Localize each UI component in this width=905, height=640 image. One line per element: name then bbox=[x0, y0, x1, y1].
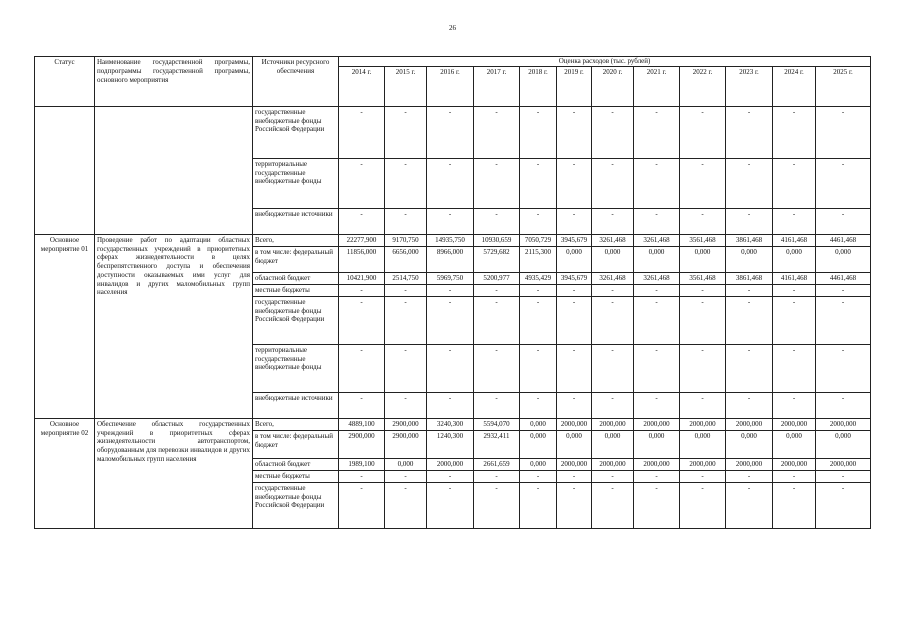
source-cell: внебюджетные источники bbox=[253, 392, 339, 418]
value-cell: 22277,900 bbox=[339, 234, 385, 246]
source-cell: в том числе: федеральный бюджет bbox=[253, 430, 339, 458]
value-cell: 0,000 bbox=[680, 246, 726, 272]
value-cell: 4161,468 bbox=[773, 272, 816, 284]
value-cell: 3861,468 bbox=[726, 234, 773, 246]
value-cell: - bbox=[339, 106, 385, 158]
value-cell: - bbox=[557, 208, 592, 234]
value-cell: 0,000 bbox=[385, 458, 427, 470]
value-cell: 2000,000 bbox=[634, 458, 680, 470]
value-cell: - bbox=[773, 284, 816, 296]
value-cell: 0,000 bbox=[816, 246, 871, 272]
value-cell: - bbox=[557, 470, 592, 482]
value-cell: 4935,429 bbox=[520, 272, 557, 284]
value-cell: - bbox=[427, 344, 474, 392]
value-cell: - bbox=[816, 344, 871, 392]
value-cell: 14935,750 bbox=[427, 234, 474, 246]
value-cell: - bbox=[557, 482, 592, 528]
value-cell: 0,000 bbox=[816, 430, 871, 458]
value-cell: 0,000 bbox=[592, 430, 634, 458]
value-cell: - bbox=[592, 296, 634, 344]
value-cell: - bbox=[427, 284, 474, 296]
measure-name-cell: Проведение работ по адаптации областных государственных учреждений в приоритетных сферах жизнедеятельности в целях беспрепятственного доступа и обеспечения доступности оказываемых ими услуг для инвалидов и других маломобильных групп населения bbox=[95, 234, 253, 418]
value-cell: 3261,468 bbox=[592, 234, 634, 246]
value-cell: - bbox=[385, 392, 427, 418]
source-cell: государственные внебюджетные фонды Российской Федерации bbox=[253, 296, 339, 344]
value-cell: - bbox=[773, 344, 816, 392]
value-cell: - bbox=[680, 482, 726, 528]
value-cell: 6656,000 bbox=[385, 246, 427, 272]
value-cell: - bbox=[339, 344, 385, 392]
value-cell: 0,000 bbox=[680, 430, 726, 458]
source-cell: государственные внебюджетные фонды Российской Федерации bbox=[253, 482, 339, 528]
header-year: 2025 г. bbox=[816, 66, 871, 106]
value-cell: - bbox=[680, 158, 726, 208]
value-cell: - bbox=[816, 392, 871, 418]
value-cell: 5729,682 bbox=[474, 246, 520, 272]
value-cell: - bbox=[773, 106, 816, 158]
value-cell: - bbox=[816, 470, 871, 482]
value-cell: 4161,468 bbox=[773, 234, 816, 246]
value-cell: - bbox=[557, 106, 592, 158]
value-cell: - bbox=[474, 284, 520, 296]
header-year: 2024 г. bbox=[773, 66, 816, 106]
value-cell: 2000,000 bbox=[726, 418, 773, 430]
value-cell: - bbox=[726, 482, 773, 528]
value-cell: 2000,000 bbox=[592, 418, 634, 430]
value-cell: 2000,000 bbox=[680, 418, 726, 430]
value-cell: - bbox=[474, 208, 520, 234]
value-cell: 2000,000 bbox=[592, 458, 634, 470]
value-cell: - bbox=[339, 470, 385, 482]
header-year: 2015 г. bbox=[385, 66, 427, 106]
source-cell: Всего, bbox=[253, 418, 339, 430]
value-cell: - bbox=[680, 296, 726, 344]
header-year: 2014 г. bbox=[339, 66, 385, 106]
value-cell: - bbox=[680, 284, 726, 296]
value-cell: - bbox=[816, 208, 871, 234]
value-cell: - bbox=[427, 482, 474, 528]
value-cell: - bbox=[427, 158, 474, 208]
value-cell: 3861,468 bbox=[726, 272, 773, 284]
value-cell: - bbox=[634, 296, 680, 344]
value-cell: - bbox=[557, 284, 592, 296]
value-cell: - bbox=[339, 208, 385, 234]
value-cell: - bbox=[592, 158, 634, 208]
value-cell: 0,000 bbox=[557, 430, 592, 458]
value-cell: - bbox=[520, 106, 557, 158]
value-cell: - bbox=[520, 158, 557, 208]
value-cell: - bbox=[816, 482, 871, 528]
value-cell: - bbox=[634, 158, 680, 208]
value-cell: 5594,070 bbox=[474, 418, 520, 430]
value-cell: - bbox=[520, 470, 557, 482]
header-year: 2016 г. bbox=[427, 66, 474, 106]
value-cell: - bbox=[592, 344, 634, 392]
value-cell: - bbox=[385, 344, 427, 392]
header-year: 2020 г. bbox=[592, 66, 634, 106]
table-row bbox=[35, 234, 871, 246]
value-cell: 9170,750 bbox=[385, 234, 427, 246]
value-cell: - bbox=[474, 470, 520, 482]
value-cell: 10930,659 bbox=[474, 234, 520, 246]
value-cell: - bbox=[773, 482, 816, 528]
value-cell: - bbox=[592, 208, 634, 234]
value-cell: - bbox=[726, 392, 773, 418]
value-cell: 3561,468 bbox=[680, 272, 726, 284]
value-cell: - bbox=[680, 392, 726, 418]
value-cell: - bbox=[634, 208, 680, 234]
value-cell: 11856,000 bbox=[339, 246, 385, 272]
value-cell: 2932,411 bbox=[474, 430, 520, 458]
value-cell: - bbox=[474, 344, 520, 392]
source-cell: местные бюджеты bbox=[253, 284, 339, 296]
value-cell: - bbox=[520, 284, 557, 296]
value-cell: - bbox=[726, 158, 773, 208]
value-cell: 2000,000 bbox=[427, 458, 474, 470]
header-name: Наименование государственной программы, подпрограммы государственной программы, основного мероприятия bbox=[95, 57, 253, 107]
table-row bbox=[35, 106, 871, 158]
value-cell: - bbox=[773, 208, 816, 234]
value-cell: 4461,468 bbox=[816, 272, 871, 284]
value-cell: 0,000 bbox=[634, 246, 680, 272]
value-cell: - bbox=[592, 284, 634, 296]
value-cell: 0,000 bbox=[726, 246, 773, 272]
value-cell: 4889,100 bbox=[339, 418, 385, 430]
value-cell: 8966,000 bbox=[427, 246, 474, 272]
status-cell bbox=[35, 106, 95, 234]
value-cell: - bbox=[634, 470, 680, 482]
value-cell: - bbox=[427, 470, 474, 482]
value-cell: 5969,750 bbox=[427, 272, 474, 284]
source-cell: в том числе: федеральный бюджет bbox=[253, 246, 339, 272]
value-cell: - bbox=[520, 344, 557, 392]
source-cell: областной бюджет bbox=[253, 272, 339, 284]
value-cell: 2661,659 bbox=[474, 458, 520, 470]
value-cell: - bbox=[680, 344, 726, 392]
header-year: 2021 г. bbox=[634, 66, 680, 106]
value-cell: 2514,750 bbox=[385, 272, 427, 284]
value-cell: 2900,000 bbox=[385, 418, 427, 430]
value-cell: 2000,000 bbox=[773, 458, 816, 470]
value-cell: - bbox=[592, 106, 634, 158]
value-cell: 4461,468 bbox=[816, 234, 871, 246]
value-cell: - bbox=[474, 296, 520, 344]
value-cell: - bbox=[726, 208, 773, 234]
value-cell: 7050,729 bbox=[520, 234, 557, 246]
value-cell: 2000,000 bbox=[557, 418, 592, 430]
table-row bbox=[35, 418, 871, 430]
value-cell: - bbox=[474, 392, 520, 418]
value-cell: 2000,000 bbox=[816, 458, 871, 470]
value-cell: - bbox=[634, 344, 680, 392]
value-cell: - bbox=[592, 482, 634, 528]
value-cell: - bbox=[557, 392, 592, 418]
value-cell: 3240,300 bbox=[427, 418, 474, 430]
header-year: 2017 г. bbox=[474, 66, 520, 106]
value-cell: 0,000 bbox=[634, 430, 680, 458]
value-cell: 2000,000 bbox=[726, 458, 773, 470]
value-cell: 10421,900 bbox=[339, 272, 385, 284]
value-cell: - bbox=[634, 284, 680, 296]
status-cell: Основное мероприятие 01 bbox=[35, 234, 95, 418]
header-source: Источники ресурсного обеспечения bbox=[253, 57, 339, 107]
value-cell: - bbox=[634, 106, 680, 158]
table-body bbox=[35, 57, 871, 529]
source-cell: областной бюджет bbox=[253, 458, 339, 470]
status-cell: Основное мероприятие 02 bbox=[35, 418, 95, 528]
source-cell: Всего, bbox=[253, 234, 339, 246]
value-cell: 0,000 bbox=[726, 430, 773, 458]
value-cell: 2115,300 bbox=[520, 246, 557, 272]
value-cell: 3261,468 bbox=[634, 272, 680, 284]
value-cell: - bbox=[680, 470, 726, 482]
header-year: 2022 г. bbox=[680, 66, 726, 106]
value-cell: - bbox=[726, 296, 773, 344]
value-cell: 2000,000 bbox=[557, 458, 592, 470]
expenditure-table bbox=[34, 56, 871, 529]
value-cell: - bbox=[474, 158, 520, 208]
source-cell: государственные внебюджетные фонды Российской Федерации bbox=[253, 106, 339, 158]
header-year: 2023 г. bbox=[726, 66, 773, 106]
value-cell: 3261,468 bbox=[592, 272, 634, 284]
value-cell: - bbox=[773, 392, 816, 418]
value-cell: - bbox=[680, 208, 726, 234]
value-cell: - bbox=[385, 106, 427, 158]
value-cell: 1240,300 bbox=[427, 430, 474, 458]
value-cell: 2000,000 bbox=[816, 418, 871, 430]
value-cell: 2900,000 bbox=[385, 430, 427, 458]
value-cell: - bbox=[339, 392, 385, 418]
value-cell: - bbox=[557, 344, 592, 392]
header-year: 2018 г. bbox=[520, 66, 557, 106]
value-cell: - bbox=[385, 482, 427, 528]
value-cell: - bbox=[339, 482, 385, 528]
value-cell: - bbox=[816, 284, 871, 296]
value-cell: 0,000 bbox=[773, 246, 816, 272]
value-cell: - bbox=[726, 106, 773, 158]
value-cell: - bbox=[726, 470, 773, 482]
value-cell: 2000,000 bbox=[680, 458, 726, 470]
value-cell: - bbox=[520, 296, 557, 344]
value-cell: 0,000 bbox=[592, 246, 634, 272]
value-cell: 3945,679 bbox=[557, 234, 592, 246]
value-cell: 0,000 bbox=[520, 458, 557, 470]
value-cell: 2000,000 bbox=[634, 418, 680, 430]
value-cell: 3945,679 bbox=[557, 272, 592, 284]
value-cell: - bbox=[726, 344, 773, 392]
page-number: 26 bbox=[449, 24, 456, 32]
value-cell: 2000,000 bbox=[773, 418, 816, 430]
value-cell: - bbox=[385, 158, 427, 208]
value-cell: - bbox=[773, 158, 816, 208]
header-row bbox=[35, 57, 871, 67]
value-cell: - bbox=[816, 106, 871, 158]
value-cell: - bbox=[592, 392, 634, 418]
header-year: 2019 г. bbox=[557, 66, 592, 106]
value-cell: - bbox=[557, 296, 592, 344]
value-cell: 0,000 bbox=[557, 246, 592, 272]
value-cell: - bbox=[427, 296, 474, 344]
value-cell: - bbox=[520, 208, 557, 234]
value-cell: - bbox=[339, 158, 385, 208]
source-cell: внебюджетные источники bbox=[253, 208, 339, 234]
value-cell: - bbox=[816, 296, 871, 344]
value-cell: 0,000 bbox=[520, 418, 557, 430]
value-cell: - bbox=[427, 106, 474, 158]
value-cell: 0,000 bbox=[520, 430, 557, 458]
value-cell: - bbox=[339, 296, 385, 344]
value-cell: - bbox=[773, 296, 816, 344]
value-cell: - bbox=[773, 470, 816, 482]
value-cell: - bbox=[385, 208, 427, 234]
source-cell: территориальные государственные внебюджетные фонды bbox=[253, 158, 339, 208]
value-cell: - bbox=[385, 470, 427, 482]
value-cell: - bbox=[634, 392, 680, 418]
value-cell: 5200,977 bbox=[474, 272, 520, 284]
value-cell: - bbox=[680, 106, 726, 158]
value-cell: - bbox=[474, 106, 520, 158]
value-cell: - bbox=[520, 482, 557, 528]
value-cell: - bbox=[474, 482, 520, 528]
value-cell: - bbox=[339, 284, 385, 296]
measure-name-cell: Обеспечение областных государственных учреждений в приоритетных сферах жизнедеятельности автотранспортом, оборудованным для перевозки инвалидов и других маломобильных групп населения bbox=[95, 418, 253, 528]
value-cell: - bbox=[427, 208, 474, 234]
value-cell: - bbox=[592, 470, 634, 482]
value-cell: - bbox=[385, 296, 427, 344]
measure-name-cell bbox=[95, 106, 253, 234]
value-cell: - bbox=[385, 284, 427, 296]
value-cell: - bbox=[520, 392, 557, 418]
value-cell: 1989,100 bbox=[339, 458, 385, 470]
value-cell: - bbox=[634, 482, 680, 528]
value-cell: 3261,468 bbox=[634, 234, 680, 246]
value-cell: - bbox=[816, 158, 871, 208]
value-cell: 2900,000 bbox=[339, 430, 385, 458]
value-cell: 0,000 bbox=[773, 430, 816, 458]
header-status: Статус bbox=[35, 57, 95, 107]
source-cell: территориальные государственные внебюджетные фонды bbox=[253, 344, 339, 392]
value-cell: - bbox=[557, 158, 592, 208]
value-cell: 3561,468 bbox=[680, 234, 726, 246]
value-cell: - bbox=[427, 392, 474, 418]
header-estimate: Оценка расходов (тыс. рублей) bbox=[339, 57, 871, 67]
source-cell: местные бюджеты bbox=[253, 470, 339, 482]
value-cell: - bbox=[726, 284, 773, 296]
